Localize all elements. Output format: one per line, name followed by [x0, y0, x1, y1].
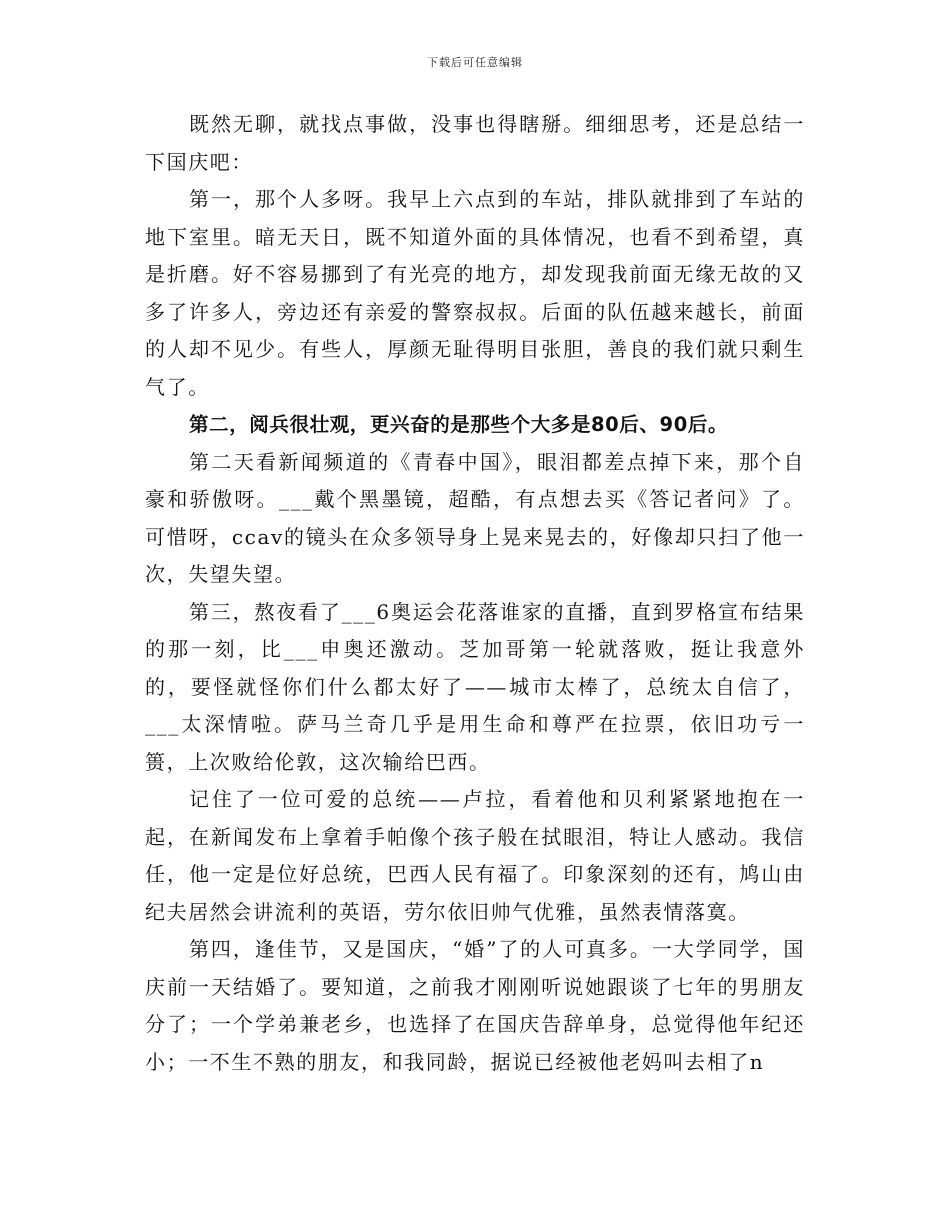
paragraph-news-channel: 第二天看新闻频道的《青春中国》，眼泪都差点掉下来，那个自豪和骄傲呀。___戴个黑墨镜，超酷，有点想去买《答记者问》了。可惜呀，ccav的镜头在众多领导身上晃来晃去的，好像却只扫了他一次，失望失望。: [145, 449, 805, 586]
paragraph-third-point: 第三，熬夜看了___6奥运会花落谁家的直播，直到罗格宣布结果的那一刻，比___申奥还激动。芝加哥第一轮就落败，挺让我意外的，要怪就怪你们什么都太好了——城市太棒了，总统太自信了，___太深情啦。萨马兰奇几乎是用生命和尊严在拉票，依旧功亏一篑，上次败给伦敦，这次输给巴西。: [145, 599, 805, 774]
paragraph-second-point-heading: 第二，阅兵很壮观，更兴奋的是那些个大多是80后、90后。: [189, 413, 729, 436]
paragraph-president: 记住了一位可爱的总统——卢拉，看着他和贝利紧紧地抱在一起，在新闻发布上拿着手帕像个孩子般在拭眼泪，特让人感动。我信任，他一定是位好总统，巴西人民有福了。印象深刻的还有，鸠山由纪夫居然会讲流利的英语，劳尔依旧帅气优雅，虽然表情落寞。: [145, 787, 805, 924]
document-body: [145, 106, 805, 1081]
paragraph-fourth-point: 第四，逢佳节，又是国庆，“婚”了的人可真多。一大学同学，国庆前一天结婚了。要知道，之前我才刚刚听说她跟谈了七年的男朋友分了；一个学弟兼老乡，也选择了在国庆告辞单身，总觉得他年纪还小；一不生不熟的朋友，和我同龄，据说已经被他老妈叫去相了n: [145, 937, 805, 1074]
page-header: 下载后可任意编辑: [427, 56, 523, 69]
paragraph-first-point: 第一，那个人多呀。我早上六点到的车站，排队就排到了车站的地下室里。暗无天日，既不知道外面的具体情况，也看不到希望，真是折磨。好不容易挪到了有光亮的地方，却发现我前面无缘无故的又多了许多人，旁边还有亲爱的警察叔叔。后面的队伍越来越长，前面的人却不见少。有些人，厚颜无耻得明目张胆，善良的我们就只剩生气了。: [145, 187, 805, 399]
paragraph-intro: 既然无聊，就找点事做，没事也得瞎掰。细细思考，还是总结一下国庆吧：: [145, 112, 805, 174]
